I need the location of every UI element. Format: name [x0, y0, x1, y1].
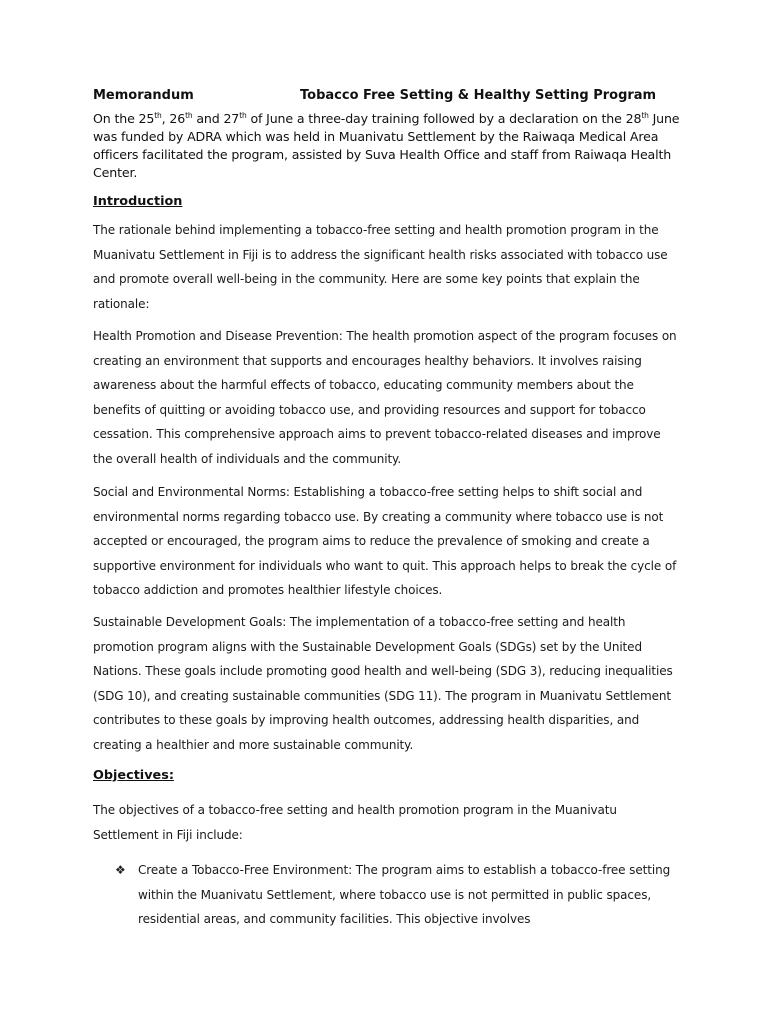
training-summary-paragraph: [93, 110, 693, 182]
program-title: Tobacco Free Setting & Healthy Setting Program: [300, 88, 657, 103]
intro-text-2: , 26: [161, 111, 186, 126]
sdg-paragraph: Sustainable Development Goals: The implementation of a tobacco-free setting and health promotion program aligns with the Sustainable Development Goals (SDGs) set by the United Nations. These goals include promoting good health and well-being (SDG 3), reducing inequalities (SDG 10), and creating sustainable communities (SDG 11). The program in Muanivatu Settlement contributes to these goals by improving health outcomes, addressing health disparities, and creating a healthier and more sustainable community.: [93, 615, 673, 752]
ordinal-suffix: th: [154, 110, 162, 120]
social-norms-paragraph: Social and Environmental Norms: Establishing a tobacco-free setting helps to shift social and environmental norms regarding tobacco use. By creating a community where tobacco use is not accepted or encouraged, the program aims to reduce the prevalence of smoking and create a supportive environment for individuals who want to quit. This approach helps to break the cycle of tobacco addiction and promotes healthier lifestyle choices.: [93, 485, 677, 597]
rationale-paragraph: The rationale behind implementing a tobacco-free setting and health promotion program in the Muanivatu Settlement in Fiji is to address the significant health risks associated with tobacco use and promote overall well-being in the community. Here are some key points that explain the rationale:: [93, 223, 668, 311]
diamond-bullet-icon: ❖: [115, 863, 126, 877]
objectives-heading: Objectives:: [93, 768, 174, 783]
intro-text-4: of June a three-day training followed by a declaration on the 28: [246, 111, 642, 126]
objective-text: Create a Tobacco-Free Environment: The program aims to establish a tobacco-free setting within the Muanivatu Settlement, where tobacco use is not permitted in public spaces, residential areas, and community facilities. This objective involves: [138, 863, 671, 926]
ordinal-suffix: th: [185, 110, 193, 120]
intro-text-5: June was funded by ADRA which was held in Muanivatu Settlement by the Raiwaqa Medical Area officers facilitated the program, assisted by Suva Health Office and staff from Raiwaqa Health Center.: [93, 111, 680, 180]
intro-text-1: On the 25: [93, 111, 155, 126]
ordinal-suffix: th: [239, 110, 247, 120]
memo-header: [93, 88, 693, 108]
intro-text-3: and 27: [192, 111, 240, 126]
list-item: [93, 858, 683, 932]
objectives-list: [93, 858, 683, 932]
objectives-intro-paragraph: The objectives of a tobacco-free setting and health promotion program in the Muanivatu Settlement in Fiji include:: [93, 803, 617, 842]
health-promotion-paragraph: Health Promotion and Disease Prevention: The health promotion aspect of the program focuses on creating an environment that supports and encourages healthy behaviors. It involves raising awareness about the harmful effects of tobacco, educating community members about the benefits of quitting or avoiding tobacco use, and providing resources and support for tobacco cessation. This comprehensive approach aims to prevent tobacco-related diseases and improve the overall health of individuals and the community.: [93, 329, 677, 466]
introduction-heading: Introduction: [93, 194, 183, 209]
memo-label: Memorandum: [93, 88, 194, 103]
ordinal-suffix: th: [641, 110, 649, 120]
